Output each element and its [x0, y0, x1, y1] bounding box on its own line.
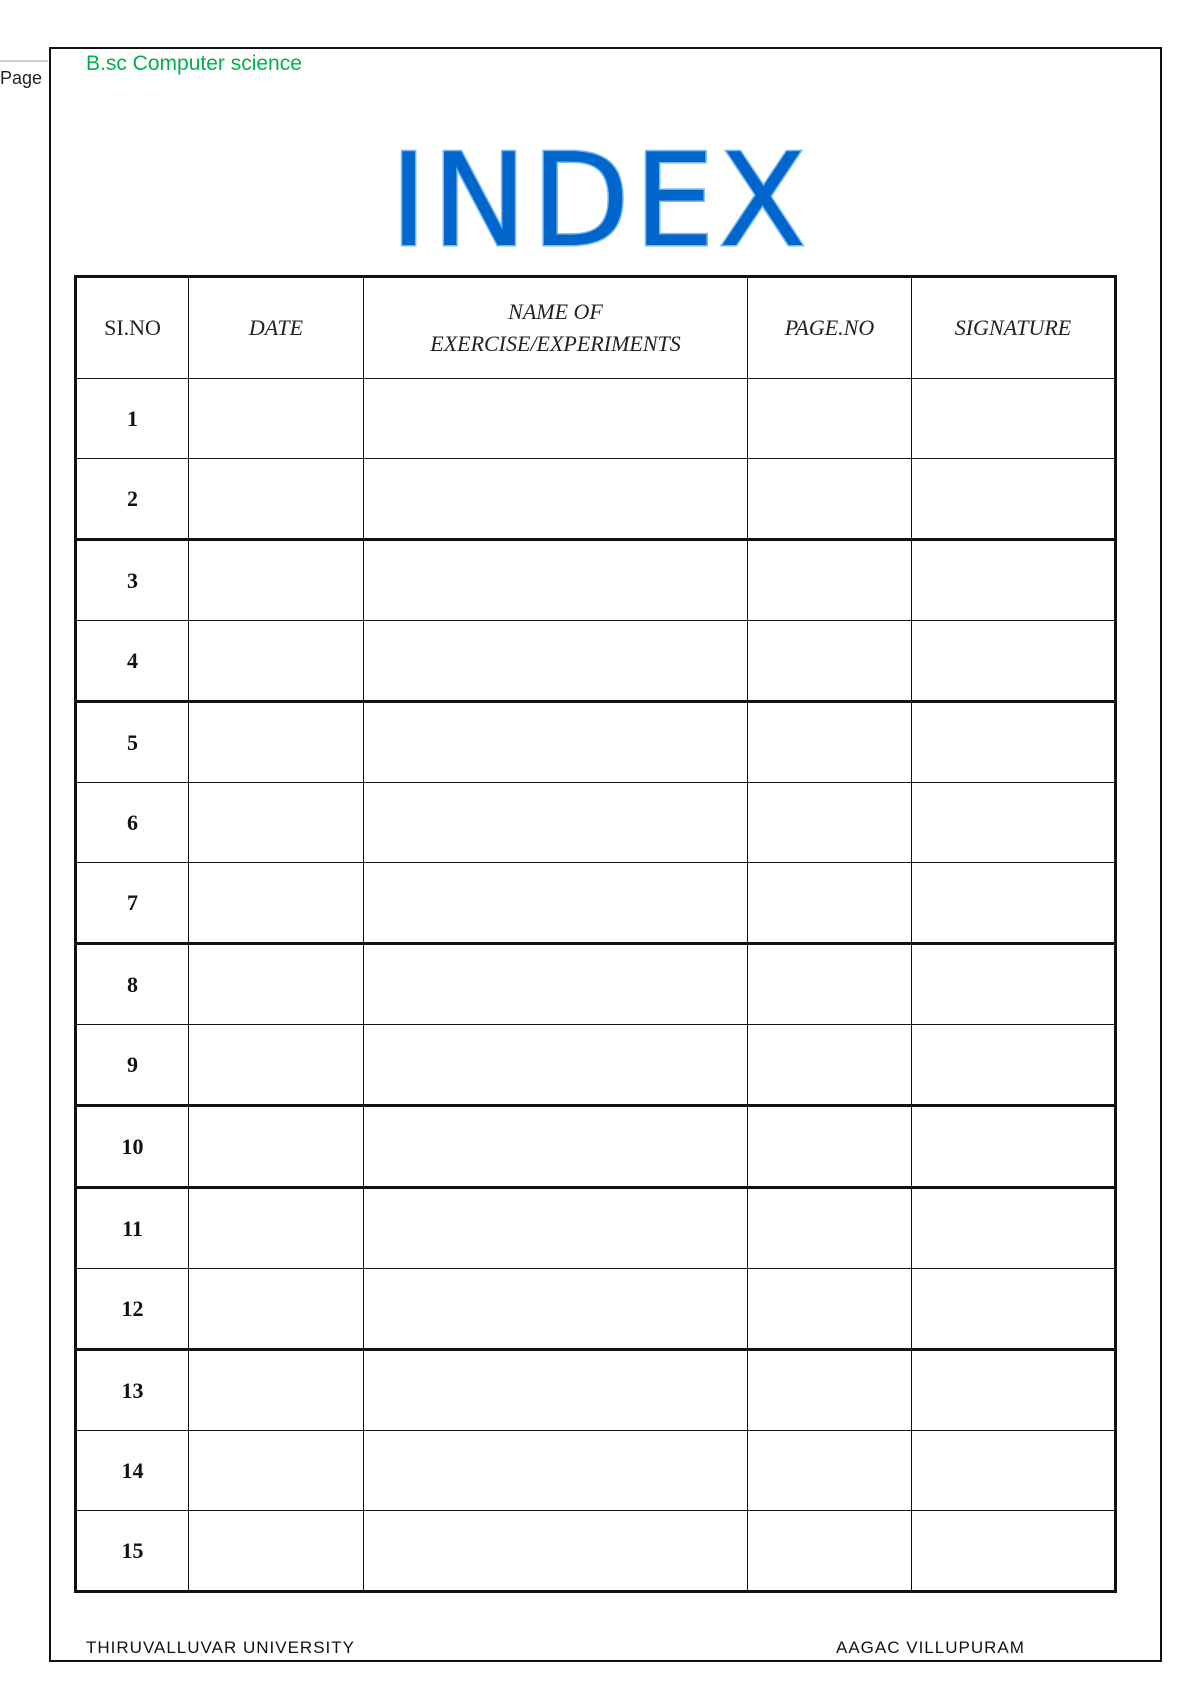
- date-cell[interactable]: [189, 783, 364, 863]
- name-cell[interactable]: [364, 1106, 748, 1188]
- date-cell[interactable]: [189, 459, 364, 540]
- index-table: [74, 275, 1117, 1593]
- page-cell[interactable]: [748, 459, 912, 540]
- sino-cell: 7: [76, 863, 189, 944]
- name-cell[interactable]: [364, 379, 748, 459]
- date-cell[interactable]: [189, 1350, 364, 1431]
- page-cell[interactable]: [748, 702, 912, 783]
- page-cell[interactable]: [748, 863, 912, 944]
- signature-cell[interactable]: [912, 783, 1116, 863]
- table-row: [76, 459, 1116, 540]
- signature-cell[interactable]: [912, 1025, 1116, 1106]
- name-cell[interactable]: [364, 1350, 748, 1431]
- date-cell[interactable]: [189, 1269, 364, 1350]
- sino-cell: 5: [76, 702, 189, 783]
- name-cell[interactable]: [364, 944, 748, 1025]
- table-row: [76, 702, 1116, 783]
- table-row: [76, 1025, 1116, 1106]
- table-row: [76, 863, 1116, 944]
- page-cell[interactable]: [748, 1350, 912, 1431]
- sino-cell: 15: [76, 1511, 189, 1592]
- margin-divider: [0, 60, 48, 62]
- date-cell[interactable]: [189, 540, 364, 621]
- sino-cell: 11: [76, 1188, 189, 1269]
- table-row: [76, 379, 1116, 459]
- page-cell[interactable]: [748, 783, 912, 863]
- table-row: [76, 1188, 1116, 1269]
- name-cell[interactable]: [364, 1269, 748, 1350]
- table-row: [76, 1511, 1116, 1592]
- page-cell[interactable]: [748, 1188, 912, 1269]
- page-cell[interactable]: [748, 540, 912, 621]
- header-row: [76, 277, 1116, 379]
- column-header-page: PAGE.NO: [748, 277, 912, 379]
- signature-cell[interactable]: [912, 621, 1116, 702]
- column-header-sino: SI.NO: [76, 277, 189, 379]
- sino-cell: 13: [76, 1350, 189, 1431]
- page-cell[interactable]: [748, 1106, 912, 1188]
- footer-college: AAGAC VILLUPURAM: [836, 1638, 1025, 1657]
- name-cell[interactable]: [364, 540, 748, 621]
- date-cell[interactable]: [189, 1511, 364, 1592]
- signature-cell[interactable]: [912, 459, 1116, 540]
- date-cell[interactable]: [189, 1025, 364, 1106]
- sino-cell: 10: [76, 1106, 189, 1188]
- date-cell[interactable]: [189, 702, 364, 783]
- page-cell[interactable]: [748, 944, 912, 1025]
- page-margin-label: Page: [0, 68, 43, 88]
- name-cell[interactable]: [364, 863, 748, 944]
- signature-cell[interactable]: [912, 702, 1116, 783]
- date-cell[interactable]: [189, 1188, 364, 1269]
- course-header: B.sc Computer science: [86, 52, 302, 75]
- signature-cell[interactable]: [912, 944, 1116, 1025]
- page-title: INDEX: [389, 127, 811, 276]
- column-header-name: NAME OF EXERCISE/EXPERIMENTS: [364, 277, 748, 379]
- table-row: [76, 621, 1116, 702]
- signature-cell[interactable]: [912, 1431, 1116, 1511]
- footer-university: THIRUVALLUVAR UNIVERSITY: [86, 1638, 355, 1657]
- table-row: [76, 540, 1116, 621]
- signature-cell[interactable]: [912, 863, 1116, 944]
- signature-cell[interactable]: [912, 379, 1116, 459]
- signature-cell[interactable]: [912, 1511, 1116, 1592]
- table-row: [76, 1269, 1116, 1350]
- sino-cell: 6: [76, 783, 189, 863]
- date-cell[interactable]: [189, 1106, 364, 1188]
- date-cell[interactable]: [189, 621, 364, 702]
- sino-cell: 14: [76, 1431, 189, 1511]
- page-cell[interactable]: [748, 621, 912, 702]
- sino-cell: 9: [76, 1025, 189, 1106]
- name-cell[interactable]: [364, 783, 748, 863]
- date-cell[interactable]: [189, 944, 364, 1025]
- column-header-date: DATE: [189, 277, 364, 379]
- sino-cell: 4: [76, 621, 189, 702]
- signature-cell[interactable]: [912, 1269, 1116, 1350]
- sino-cell: 8: [76, 944, 189, 1025]
- table-row: [76, 944, 1116, 1025]
- page-cell[interactable]: [748, 1025, 912, 1106]
- name-cell[interactable]: [364, 702, 748, 783]
- name-cell[interactable]: [364, 1431, 748, 1511]
- table-row: [76, 783, 1116, 863]
- page-cell[interactable]: [748, 379, 912, 459]
- table-row: [76, 1106, 1116, 1188]
- table-row: [76, 1431, 1116, 1511]
- name-cell[interactable]: [364, 621, 748, 702]
- page-cell[interactable]: [748, 1431, 912, 1511]
- date-cell[interactable]: [189, 863, 364, 944]
- signature-cell[interactable]: [912, 1350, 1116, 1431]
- sino-cell: 1: [76, 379, 189, 459]
- name-cell[interactable]: [364, 1025, 748, 1106]
- column-header-signature: SIGNATURE: [912, 277, 1116, 379]
- page-cell[interactable]: [748, 1269, 912, 1350]
- name-cell[interactable]: [364, 1188, 748, 1269]
- sino-cell: 3: [76, 540, 189, 621]
- table-row: [76, 1350, 1116, 1431]
- sino-cell: 12: [76, 1269, 189, 1350]
- date-cell[interactable]: [189, 1431, 364, 1511]
- name-cell[interactable]: [364, 1511, 748, 1592]
- signature-cell[interactable]: [912, 540, 1116, 621]
- signature-cell[interactable]: [912, 1188, 1116, 1269]
- name-cell[interactable]: [364, 459, 748, 540]
- signature-cell[interactable]: [912, 1106, 1116, 1188]
- date-cell[interactable]: [189, 379, 364, 459]
- sino-cell: 2: [76, 459, 189, 540]
- page-cell[interactable]: [748, 1511, 912, 1592]
